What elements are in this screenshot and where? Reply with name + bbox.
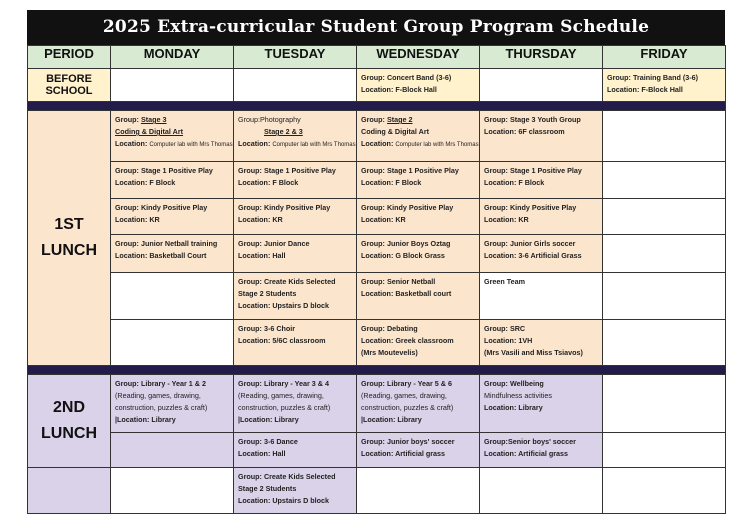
group-location: Location: 5/6C classroom <box>238 336 326 345</box>
group-detail: (Reading, games, drawing, <box>238 391 324 400</box>
group-subtitle: Stage 2 & 3 <box>264 127 303 136</box>
lunch1-friday-empty <box>603 273 726 320</box>
header-friday: FRIDAY <box>603 46 726 69</box>
group-location: Location: KR <box>484 215 529 224</box>
group-location: Location: F Block <box>115 178 176 187</box>
before-school-row <box>28 69 726 102</box>
group-location: Location: F-Block Hall <box>607 85 683 94</box>
group-name: Group: Stage 1 Positive Play <box>484 166 582 175</box>
lunch1-tuesday-cell <box>234 273 357 320</box>
before-thursday-empty <box>480 69 603 102</box>
lunch1-tuesday-cell <box>234 111 357 162</box>
separator-bar <box>28 102 726 111</box>
group-name: Group: Create Kids Selected <box>238 277 336 286</box>
lunch1-monday-empty <box>111 273 234 320</box>
lunch1-wednesday-cell <box>357 235 480 273</box>
group-name: Group: Create Kids Selected <box>238 472 336 481</box>
lunch1-thursday-cell <box>480 199 603 235</box>
group-name: Group: 3-6 Choir <box>238 324 296 333</box>
lunch1-tuesday-cell <box>234 320 357 366</box>
lunch1-wednesday-cell <box>357 111 480 162</box>
group-location: Location: Greek classroom <box>361 336 454 345</box>
before-friday-cell <box>603 69 726 102</box>
lunch2-monday-cell <box>111 375 234 433</box>
lunch1-tuesday-cell <box>234 235 357 273</box>
group-label: Group: <box>115 115 141 124</box>
group-location: Location: Hall <box>238 251 286 260</box>
lunch2-tuesday-cell <box>234 468 357 514</box>
lunch1-thursday-cell <box>480 273 603 320</box>
group-location: Location: F-Block Hall <box>361 85 437 94</box>
group-subtitle: Coding & Digital Art <box>361 127 430 136</box>
lunch2-friday-empty <box>603 468 726 514</box>
lunch1-monday-cell <box>111 162 234 199</box>
group-name: Group: Stage 1 Positive Play <box>361 166 459 175</box>
lunch1-thursday-cell <box>480 320 603 366</box>
location-value: Computer lab with Mrs Thomas <box>272 142 356 148</box>
header-tuesday: TUESDAY <box>234 46 357 69</box>
group-location: Location: F Block <box>238 178 299 187</box>
group-location: Location: F Block <box>484 178 545 187</box>
lunch1-thursday-cell <box>480 162 603 199</box>
group-stage: Stage 2 <box>386 115 413 124</box>
group-location: Location: KR <box>115 215 160 224</box>
lunch1-row <box>28 235 726 273</box>
group-name: Group: Library - Year 1 & 2 <box>115 379 206 388</box>
location-label: Location: <box>115 139 150 148</box>
group-name: Group:Senior boys' soccer <box>484 437 576 446</box>
group-name: Group: Junior boys' soccer <box>361 437 455 446</box>
lunch1-monday-cell <box>111 199 234 235</box>
group-subtitle: Coding & Digital Art <box>115 127 184 136</box>
lunch1-row <box>28 162 726 199</box>
group-name: Group: Library - Year 3 & 4 <box>238 379 329 388</box>
group-name: Group: Junior Girls soccer <box>484 239 576 248</box>
group-location: Location: 3-6 Artificial Grass <box>484 251 582 260</box>
group-location: Location: KR <box>361 215 406 224</box>
lunch1-row <box>28 320 726 366</box>
group-location: Location: Basketball Court <box>115 251 207 260</box>
group-location: Location: Basketball court <box>361 289 452 298</box>
group-name: Group: Kindy Positive Play <box>361 203 454 212</box>
separator-row <box>28 102 726 111</box>
lunch2-thursday-cell <box>480 433 603 468</box>
group-label: Group:Photography <box>238 115 301 124</box>
location-value: Computer lab with Mrs Thomas <box>395 142 479 148</box>
lunch1-friday-empty <box>603 199 726 235</box>
group-name: Group: Stage 1 Positive Play <box>238 166 336 175</box>
group-name: Group: Senior Netball <box>361 277 436 286</box>
lunch1-row <box>28 273 726 320</box>
lunch1-monday-cell <box>111 235 234 273</box>
lunch2-monday-empty <box>111 468 234 514</box>
lunch1-friday-empty <box>603 235 726 273</box>
header-wednesday: WEDNESDAY <box>357 46 480 69</box>
lunch2-wednesday-cell <box>357 375 480 433</box>
lunch1-friday-empty <box>603 320 726 366</box>
period-lunch2-line2: LUNCH <box>41 425 97 442</box>
group-detail: Stage 2 Students <box>238 484 297 493</box>
group-detail: (Mrs Moutevelis) <box>361 348 418 357</box>
lunch1-wednesday-cell <box>357 162 480 199</box>
group-location: Location: Artificial grass <box>484 449 569 458</box>
lunch1-friday-empty <box>603 111 726 162</box>
lunch1-friday-empty <box>603 162 726 199</box>
lunch2-tuesday-cell <box>234 433 357 468</box>
group-location: Location: Upstairs D block <box>238 496 330 505</box>
group-name: Group: SRC <box>484 324 526 333</box>
group-name: Group: Kindy Positive Play <box>115 203 208 212</box>
lunch2-thursday-cell <box>480 375 603 433</box>
group-name: Group: Wellbeing <box>484 379 544 388</box>
group-name: Green Team <box>484 277 526 286</box>
lunch2-wednesday-empty <box>357 468 480 514</box>
lunch2-monday-empty <box>111 433 234 468</box>
group-detail: (Reading, games, drawing, <box>361 391 447 400</box>
header-period: PERIOD <box>28 46 111 69</box>
group-location: Location: Hall <box>238 449 286 458</box>
group-name: Group: Junior Dance <box>238 239 310 248</box>
lunch2-friday-empty <box>603 433 726 468</box>
lunch2-thursday-empty <box>480 468 603 514</box>
location-label: Location: <box>361 139 396 148</box>
lunch2-row <box>28 375 726 433</box>
lunch1-wednesday-cell <box>357 273 480 320</box>
group-detail: Mindfulness activities <box>484 391 552 400</box>
group-name: Group: Kindy Positive Play <box>484 203 577 212</box>
group-location: Location: Library <box>484 403 543 412</box>
group-detail: construction, puzzles & craft) <box>361 403 454 412</box>
group-location: Location: Upstairs D block <box>238 301 330 310</box>
before-wednesday-cell <box>357 69 480 102</box>
period-second-lunch <box>28 375 111 468</box>
lunch2-friday-empty <box>603 375 726 433</box>
group-name: Group: Junior Netball training <box>115 239 218 248</box>
group-name: Group: Junior Boys Oztag <box>361 239 451 248</box>
location-value: Computer lab with Mrs Thomas <box>149 142 233 148</box>
group-detail: (Reading, games, drawing, <box>115 391 201 400</box>
lunch2-wednesday-cell <box>357 433 480 468</box>
lunch1-tuesday-cell <box>234 199 357 235</box>
group-location: |Location: Library <box>115 415 176 424</box>
group-location: Location: 1VH <box>484 336 533 345</box>
group-name: Group: Debating <box>361 324 418 333</box>
schedule-title: 2025 Extra-curricular Student Group Program Schedule <box>27 10 725 45</box>
lunch1-thursday-cell <box>480 235 603 273</box>
lunch1-tuesday-cell <box>234 162 357 199</box>
header-monday: MONDAY <box>111 46 234 69</box>
group-location: Location: F Block <box>361 178 422 187</box>
group-detail: construction, puzzles & craft) <box>238 403 331 412</box>
lunch1-monday-cell <box>111 111 234 162</box>
schedule-table <box>27 45 726 514</box>
lunch2-row <box>28 468 726 514</box>
header-row <box>28 46 726 69</box>
location-label: Location: <box>238 139 273 148</box>
group-name: Group: Kindy Positive Play <box>238 203 331 212</box>
group-name: Group: Stage 3 Youth Group <box>484 115 581 124</box>
period-before-school <box>28 69 111 102</box>
lunch1-thursday-cell <box>480 111 603 162</box>
header-thursday: THURSDAY <box>480 46 603 69</box>
group-label: Group: <box>361 115 387 124</box>
lunch1-wednesday-cell <box>357 320 480 366</box>
before-monday-empty <box>111 69 234 102</box>
lunch2-tuesday-cell <box>234 375 357 433</box>
period-lunch2-line1: 2ND <box>52 399 85 416</box>
lunch1-wednesday-cell <box>357 199 480 235</box>
group-name: Group: Training Band (3-6) <box>607 73 699 82</box>
lunch1-monday-empty <box>111 320 234 366</box>
group-location: Location: 6F classroom <box>484 127 565 136</box>
separator-row <box>28 366 726 375</box>
period-lunch1-line1: 1ST <box>54 216 84 233</box>
group-location: Location: KR <box>238 215 283 224</box>
group-location: Location: Artificial grass <box>361 449 446 458</box>
schedule-sheet <box>27 10 725 525</box>
period-before-line1: BEFORE <box>46 73 92 85</box>
group-name: Group: 3-6 Dance <box>238 437 298 446</box>
lunch1-row <box>28 199 726 235</box>
period-first-lunch <box>28 111 111 366</box>
group-detail: construction, puzzles & craft) <box>115 403 208 412</box>
period-second-lunch-extension <box>28 468 111 514</box>
period-lunch1-line2: LUNCH <box>41 242 97 259</box>
group-name: Group: Concert Band (3-6) <box>361 73 452 82</box>
group-name: Group: Library - Year 5 & 6 <box>361 379 452 388</box>
group-detail: Stage 2 Students <box>238 289 297 298</box>
lunch2-row <box>28 433 726 468</box>
group-detail: (Mrs Vasili and Miss Tsiavos) <box>484 348 583 357</box>
group-location: |Location: Library <box>361 415 422 424</box>
lunch1-row <box>28 111 726 162</box>
group-stage: Stage 3 <box>140 115 167 124</box>
separator-bar <box>28 366 726 375</box>
group-location: |Location: Library <box>238 415 299 424</box>
before-tuesday-empty <box>234 69 357 102</box>
group-location: Location: G Block Grass <box>361 251 445 260</box>
group-name: Group: Stage 1 Positive Play <box>115 166 213 175</box>
period-before-line2: SCHOOL <box>45 85 93 97</box>
